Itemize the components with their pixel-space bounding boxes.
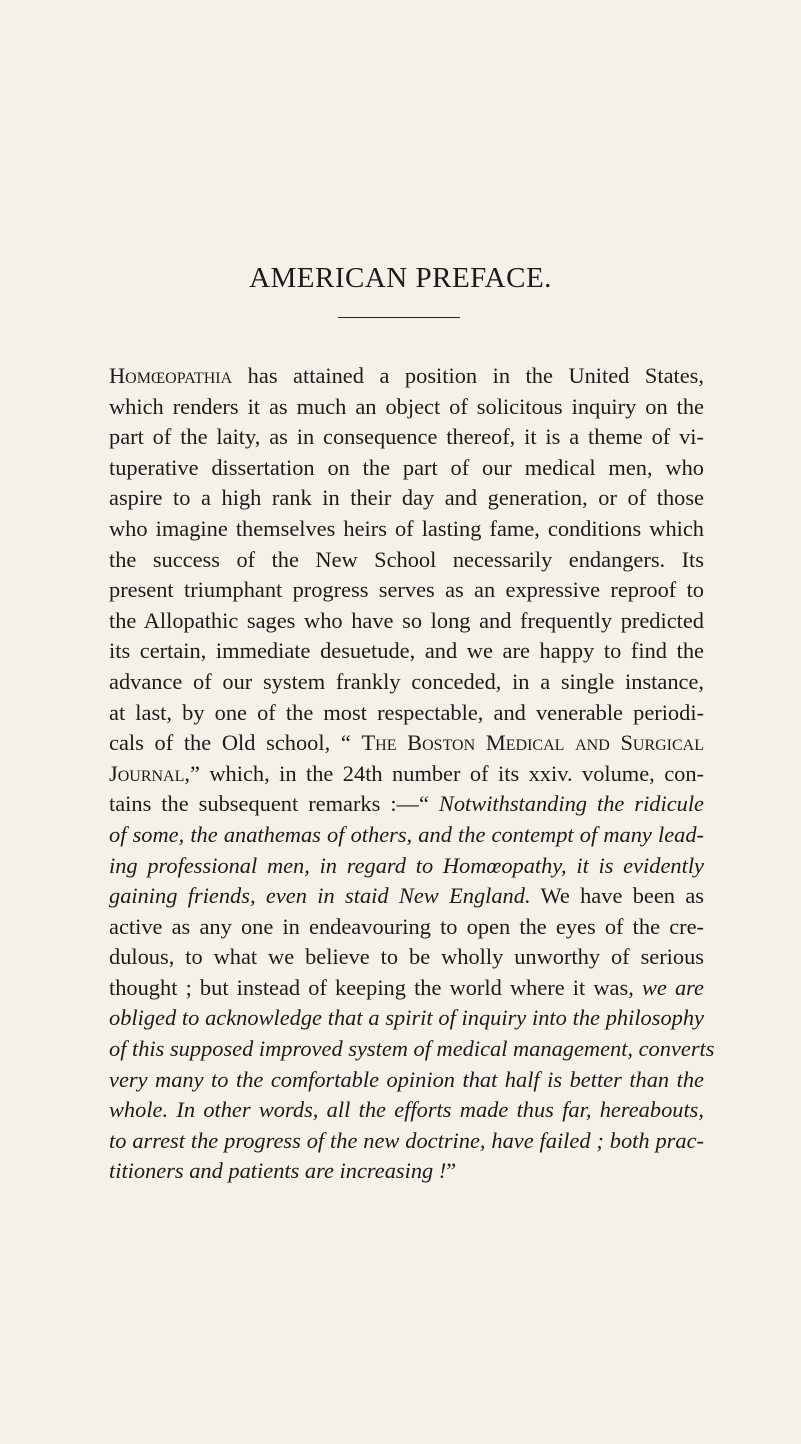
text-line: [109, 728, 704, 759]
italic-quote-text: we are: [641, 974, 704, 1000]
text-line: [109, 361, 704, 392]
text-line: [109, 789, 704, 820]
text-line: [109, 483, 704, 514]
body-text-segment: its certain, immediate desuetude, and we are happy to find the: [109, 638, 704, 664]
italic-quote-text: titioners and patients are increasing !: [109, 1158, 447, 1184]
text-line: [109, 422, 704, 453]
text-line: [109, 942, 704, 973]
body-text-segment: present triumphant progress serves as an expressive reproof to: [109, 577, 704, 603]
italic-quote-text: very many to the comfortable opinion that half is better than the: [109, 1066, 704, 1092]
italic-quote-text: gaining friends, even in staid New England.: [109, 883, 531, 909]
body-text-segment: aspire to a high rank in their day and generation, or of those: [109, 485, 704, 511]
body-text-segment: advance of our system frankly conceded, in a single instance,: [109, 668, 704, 694]
body-text-segment: tuperative dissertation on the part of our medical men, who: [109, 454, 704, 480]
small-caps-text: The Boston Medical and Surgical: [361, 730, 705, 756]
text-line: [109, 453, 704, 484]
text-line: [109, 1003, 704, 1034]
italic-quote-text: obliged to acknowledge that a spirit of inquiry into the philosophy: [109, 1005, 704, 1031]
body-text-segment: which renders it as much an object of solicitous inquiry on the: [109, 393, 704, 419]
small-caps-text: Journal,: [109, 760, 190, 786]
italic-quote-text: of some, the anathemas of others, and the contempt of many lead-: [109, 821, 704, 847]
page-title: AMERICAN PREFACE.: [249, 262, 552, 294]
body-text-segment: cals of the Old school, “: [109, 730, 362, 756]
text-line: [109, 820, 704, 851]
body-text-segment: tains the subsequent remarks :—“: [109, 791, 439, 817]
text-line: [109, 698, 704, 729]
body-text-segment: at last, by one of the most respectable, and venerable periodi-: [109, 699, 704, 725]
body-text-segment: who imagine themselves heirs of lasting fame, conditions which: [109, 515, 704, 541]
text-line: [109, 1126, 704, 1157]
text-line: [109, 1034, 715, 1065]
body-text-segment: ”: [446, 1158, 457, 1184]
text-line: [109, 636, 704, 667]
text-line: [109, 667, 704, 698]
text-line: [109, 575, 704, 606]
body-text-segment: thought ; but instead of keeping the world where it was,: [109, 974, 642, 1000]
text-line: [109, 759, 704, 790]
preface-body-text: [109, 361, 715, 1187]
body-text-segment: dulous, to what we believe to be wholly unworthy of serious: [109, 944, 704, 970]
italic-quote-text: ing professional men, in regard to Homœopathy, it is evidently: [109, 852, 704, 878]
body-text-segment: We have been as: [530, 883, 704, 909]
body-text-segment: ” which, in the 24th number of its xxiv. volume, con-: [189, 760, 704, 786]
title-divider-rule: [338, 317, 460, 318]
text-line: [109, 545, 704, 576]
small-caps-text: Homœopathia: [109, 363, 233, 388]
text-line: [109, 514, 704, 545]
italic-quote-text: Notwithstanding the ridicule: [438, 791, 704, 817]
body-text-segment: the Allopathic sages who have so long and frequently predicted: [109, 607, 704, 633]
text-line: [109, 1156, 704, 1187]
italic-quote-text: to arrest the progress of the new doctrine, have failed ; both prac-: [109, 1127, 704, 1153]
text-line: [109, 881, 704, 912]
body-text-segment: part of the laity, as in consequence thereof, it is a theme of vi-: [109, 424, 704, 450]
text-line: [109, 392, 704, 423]
italic-quote-text: whole. In other words, all the efforts made thus far, hereabouts,: [109, 1097, 704, 1123]
italic-quote-text: of this supposed improved system of medical management, converts: [109, 1036, 715, 1062]
text-line: [109, 973, 704, 1004]
body-text-segment: the success of the New School necessarily endangers. Its: [109, 546, 704, 572]
text-line: [109, 1065, 704, 1096]
text-line: [109, 606, 704, 637]
body-text-segment: has attained a position in the United States,: [232, 363, 704, 388]
body-text-segment: active as any one in endeavouring to open the eyes of the cre-: [109, 913, 704, 939]
text-line: [109, 912, 704, 943]
text-line: [109, 1095, 704, 1126]
text-line: [109, 851, 704, 882]
